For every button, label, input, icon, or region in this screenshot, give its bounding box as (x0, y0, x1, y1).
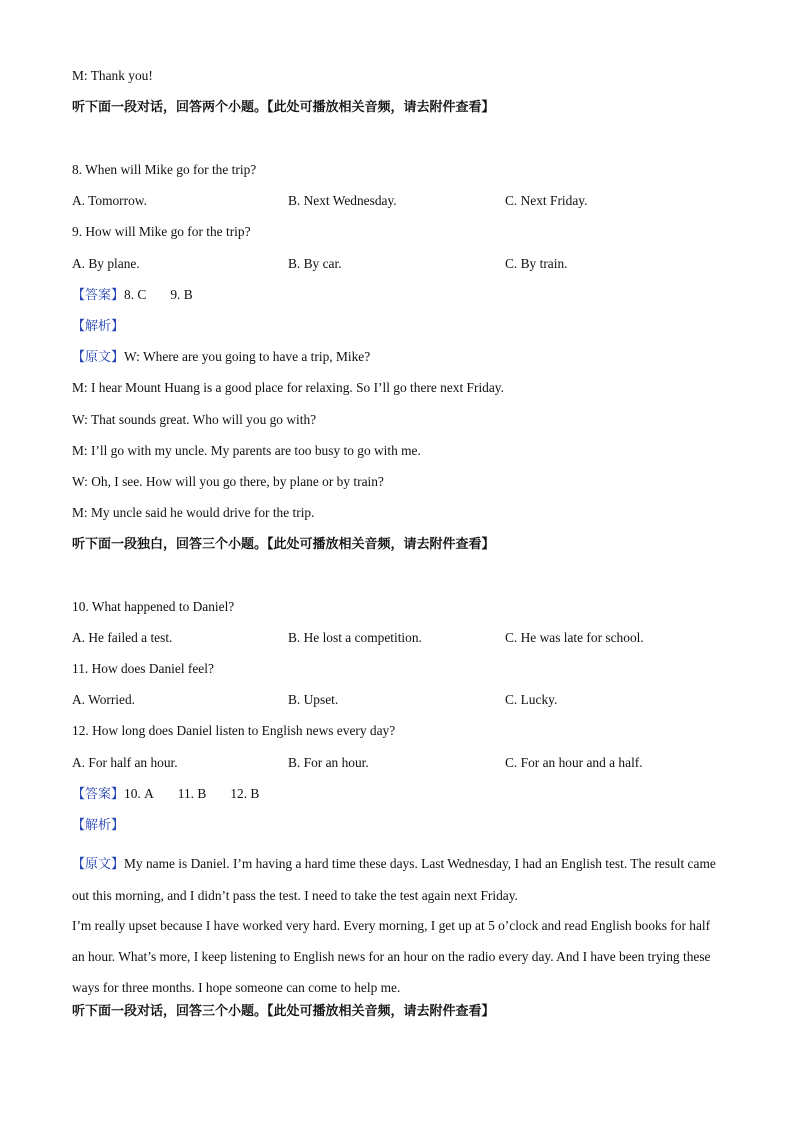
option-10-c: C. He was late for school. (505, 630, 644, 645)
dialogue-line: W: That sounds great. Who will you go with? (72, 412, 317, 427)
monologue-paragraph-1 (72, 848, 722, 911)
section-prompt: 听下面一段独白，回答三个小题。【此处可播放相关音频，请去附件查看】 (72, 537, 495, 552)
option-9-a: A. By plane. (72, 256, 140, 271)
dialogue-line: W: Oh, I see. How will you go there, by plane or by train? (72, 474, 384, 489)
option-11-c: C. Lucky. (505, 692, 558, 707)
dialogue-line: M: Thank you! (72, 68, 153, 83)
analysis-line (72, 318, 124, 335)
analysis-tag: 【解析】 (72, 319, 125, 334)
option-9-b: B. By car. (288, 256, 342, 271)
option-10-a: A. He failed a test. (72, 630, 173, 645)
answer-12: 12. B (230, 786, 260, 801)
option-11-b: B. Upset. (288, 692, 339, 707)
option-12-c: C. For an hour and a half. (505, 755, 643, 770)
option-12-a: A. For half an hour. (72, 755, 178, 770)
option-8-a: A. Tomorrow. (72, 193, 147, 208)
original-tag: 【原文】 (72, 350, 125, 365)
analysis-tag: 【解析】 (72, 818, 125, 833)
answer-tag: 【答案】 (72, 787, 125, 802)
section-prompt: 听下面一段对话，回答两个小题。【此处可播放相关音频，请去附件查看】 (72, 100, 495, 115)
question-8: 8. When will Mike go for the trip? (72, 162, 257, 177)
dialogue-line: M: I’ll go with my uncle. My parents are too busy to go with me. (72, 443, 421, 458)
option-11-a: A. Worried. (72, 692, 136, 707)
question-11: 11. How does Daniel feel? (72, 661, 214, 676)
dialogue-line: M: My uncle said he would drive for the trip. (72, 505, 315, 520)
question-10: 10. What happened to Daniel? (72, 599, 235, 614)
analysis-line (72, 817, 124, 834)
dialogue-line: W: Where are you going to have a trip, Mike? (124, 349, 371, 364)
option-10-b: B. He lost a competition. (288, 630, 422, 645)
option-8-c: C. Next Friday. (505, 193, 588, 208)
monologue-paragraph-2: I’m really upset because I have worked very hard. Every morning, I get up at 5 o’clock and read English books for half an hour. What’s more, I keep listening to English news for an hour on the radio every day. And I have been trying these ways for three months. I hope someone can come to help me. (72, 918, 711, 995)
option-9-c: C. By train. (505, 256, 568, 271)
dialogue-line: M: I hear Mount Huang is a good place for relaxing. So I’ll go there next Friday. (72, 380, 504, 395)
transcript-line (72, 349, 370, 366)
answer-8: 8. C (124, 287, 147, 302)
answer-tag: 【答案】 (72, 288, 125, 303)
answer-10: 10. A (124, 786, 154, 801)
answer-9: 9. B (170, 287, 193, 302)
original-tag: 【原文】 (72, 857, 125, 872)
monologue-text: My name is Daniel. I’m having a hard time these days. Last Wednesday, I had an English test. The result came out this morning, and I didn’t pass the test. I need to take the test again next Friday. (72, 856, 716, 903)
option-12-b: B. For an hour. (288, 755, 369, 770)
answer-11: 11. B (177, 786, 207, 801)
question-9: 9. How will Mike go for the trip? (72, 224, 251, 239)
question-12: 12. How long does Daniel listen to English news every day? (72, 723, 396, 738)
option-8-b: B. Next Wednesday. (288, 193, 397, 208)
answer-line (72, 786, 259, 803)
section-prompt: 听下面一段对话，回答三个小题。【此处可播放相关音频，请去附件查看】 (72, 1004, 495, 1019)
answer-line (72, 287, 193, 304)
